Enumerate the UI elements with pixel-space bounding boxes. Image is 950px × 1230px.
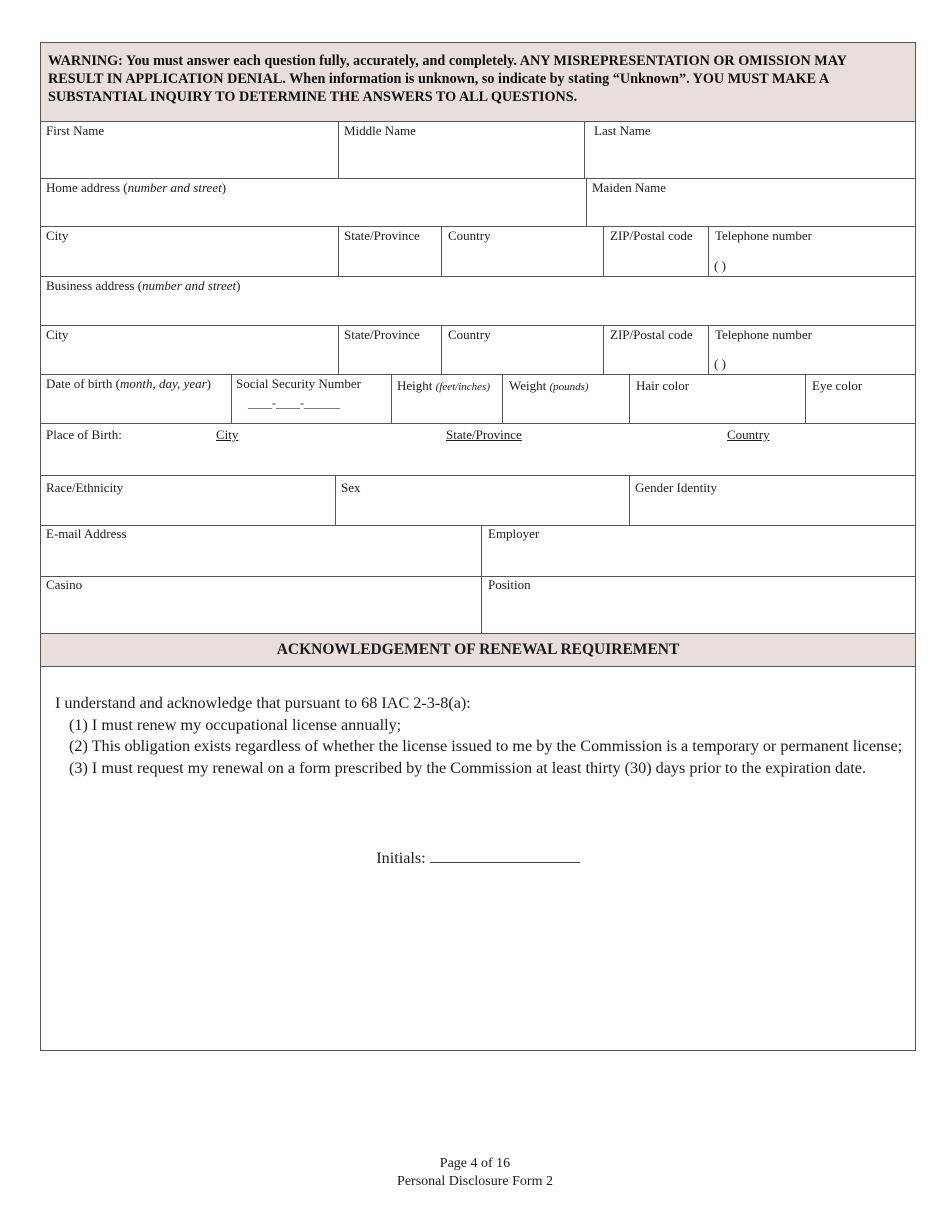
warning-text: WARNING: You must answer each question fully, accurately, and completely. ANY MISREPRESENTATION OR OMISSION MAY RESULT IN APPLICATION DENIAL. When information is unknown, so indicate by stating “Unknown”. YOU MUST MAKE A SUBSTANTIAL INQUIRY TO DETERMINE THE ANSWERS TO ALL QUESTIONS. (48, 53, 847, 105)
business-address-hint: number and street (142, 278, 237, 293)
initials-label: Initials: (376, 849, 426, 867)
initials-row (41, 848, 915, 868)
ssn-blank: ____-____-______ (248, 396, 340, 410)
employer-field[interactable] (483, 525, 915, 576)
home-address-label: Home address ( (46, 180, 128, 195)
business-telephone-field[interactable] (710, 326, 915, 374)
acknowledgement-item: (2) This obligation exists regardless of whether the license issued to me by the Commission is a temporary or permanent license; (69, 737, 903, 755)
eye-color-field[interactable] (807, 377, 915, 423)
home-address-field[interactable] (41, 179, 586, 226)
email-label: E-mail Address (46, 526, 127, 541)
country-label: Country (448, 228, 491, 243)
divider (708, 226, 709, 276)
zip-label: ZIP/Postal code (610, 327, 693, 342)
business-address-label: Business address ( (46, 278, 143, 293)
home-address-hint: number and street (127, 180, 222, 195)
divider (335, 475, 336, 525)
middle-name-field[interactable] (339, 122, 585, 178)
page-number: Page 4 of 16 (439, 1156, 511, 1171)
maiden-name-field[interactable] (587, 179, 915, 226)
divider (441, 226, 442, 276)
divider (338, 122, 339, 178)
home-country-field[interactable] (443, 227, 603, 276)
place-of-birth-field[interactable] (41, 426, 211, 475)
city-label: City (46, 228, 69, 243)
height-label: Height (397, 378, 436, 393)
divider (41, 475, 915, 476)
divider (603, 226, 604, 276)
pob-country-label: Country (727, 427, 770, 442)
hair-color-field[interactable] (631, 377, 806, 423)
last-name-label: Last Name (594, 123, 651, 138)
last-name-field[interactable] (589, 122, 915, 178)
dob-field[interactable] (41, 375, 231, 423)
divider (231, 374, 232, 423)
divider (41, 423, 915, 424)
zip-label: ZIP/Postal code (610, 228, 693, 243)
page-footer (0, 1155, 950, 1191)
gender-identity-label: Gender Identity (635, 480, 717, 495)
disclosure-form (40, 42, 916, 1051)
divider (338, 325, 339, 374)
home-address-close: ) (221, 180, 227, 195)
first-name-label: First Name (46, 123, 105, 138)
home-zip-field[interactable] (605, 227, 709, 276)
acknowledgement-item: (1) I must renew my occupational license annually; (69, 715, 402, 734)
weight-hint: (pounds) (549, 381, 589, 393)
business-state-field[interactable] (339, 326, 441, 374)
business-country-field[interactable] (443, 326, 603, 374)
divider (629, 374, 630, 423)
casino-label: Casino (46, 577, 83, 592)
state-label: State/Province (344, 327, 420, 342)
dob-label: Date of birth ( (46, 376, 121, 391)
sex-label: Sex (341, 480, 361, 495)
state-label: State/Province (344, 228, 420, 243)
divider (708, 325, 709, 374)
divider (584, 122, 585, 178)
divider (586, 178, 587, 226)
telephone-area-code-blank: ( ) (714, 356, 726, 371)
business-address-field[interactable] (41, 277, 915, 325)
warning-banner (41, 43, 915, 122)
home-state-field[interactable] (339, 227, 441, 276)
pob-city-label: City (216, 427, 239, 442)
ssn-label: Social Security Number (236, 376, 361, 391)
acknowledgement-item: (3) I must request my renewal on a form prescribed by the Commission at least thirty (30) days prior to the expiration date. (69, 758, 867, 777)
telephone-label: Telephone number (715, 228, 812, 243)
position-field[interactable] (483, 576, 915, 633)
city-label: City (46, 327, 69, 342)
telephone-label: Telephone number (715, 327, 812, 342)
height-field[interactable] (392, 377, 502, 423)
hair-color-label: Hair color (636, 378, 690, 393)
telephone-area-code-blank: ( ) (714, 258, 726, 273)
country-label: Country (448, 327, 491, 342)
casino-field[interactable] (41, 576, 481, 633)
home-telephone-field[interactable] (710, 227, 915, 276)
dob-close: ) (206, 376, 212, 391)
initials-input[interactable] (430, 848, 580, 863)
divider (603, 325, 604, 374)
middle-name-label: Middle Name (344, 123, 416, 138)
sex-field[interactable] (336, 479, 628, 525)
position-label: Position (488, 577, 531, 592)
form-name: Personal Disclosure Form 2 (397, 1174, 553, 1189)
race-ethnicity-label: Race/Ethnicity (46, 480, 124, 495)
divider (338, 226, 339, 276)
first-name-field[interactable] (41, 122, 339, 178)
weight-field[interactable] (504, 377, 630, 423)
dob-hint: month, day, year (120, 376, 207, 391)
business-address-close: ) (236, 278, 241, 293)
divider (502, 374, 503, 423)
place-of-birth-label: Place of Birth: (46, 427, 122, 442)
divider (481, 525, 482, 633)
home-city-field[interactable] (41, 227, 338, 276)
height-hint: (feet/inches) (435, 381, 491, 393)
business-zip-field[interactable] (605, 326, 709, 374)
weight-label: Weight (509, 378, 550, 393)
email-field[interactable] (41, 525, 481, 576)
employer-label: Employer (488, 526, 540, 541)
divider (441, 325, 442, 374)
acknowledgement-lead: I understand and acknowledge that pursuant to 68 IAC 2-3-8(a): (55, 694, 471, 712)
race-ethnicity-field[interactable] (41, 479, 335, 525)
divider (805, 374, 806, 423)
divider (391, 374, 392, 423)
pob-state-label: State/Province (446, 427, 522, 442)
gender-identity-field[interactable] (630, 479, 915, 525)
eye-color-label: Eye color (812, 378, 863, 393)
maiden-name-label: Maiden Name (592, 180, 667, 195)
divider (629, 475, 630, 525)
acknowledgement-body (55, 693, 915, 779)
acknowledgement-title: ACKNOWLEDGEMENT OF RENEWAL REQUIREMENT (41, 633, 915, 667)
business-city-field[interactable] (41, 326, 338, 374)
